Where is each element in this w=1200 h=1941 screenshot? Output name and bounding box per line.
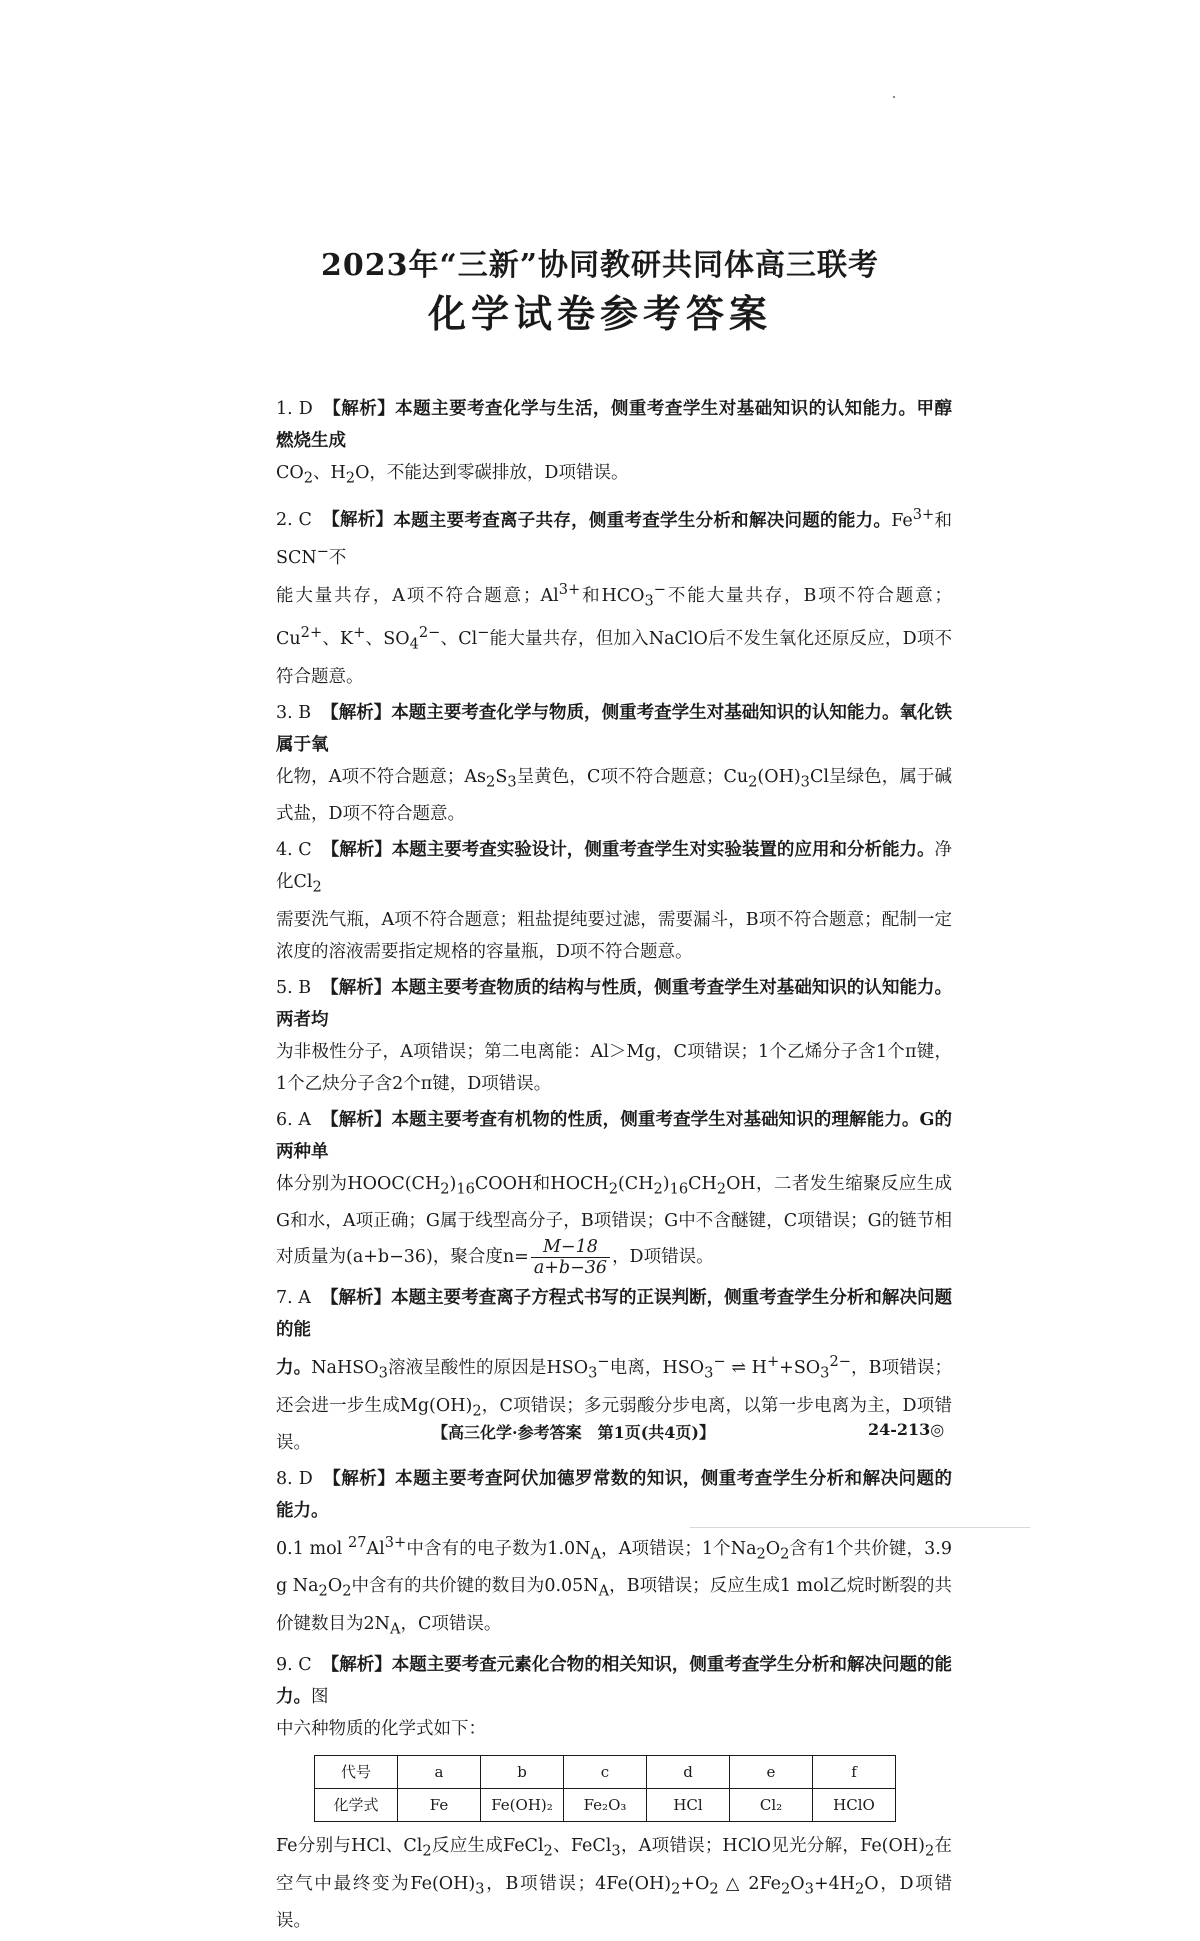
analysis-tag: 【解析】 — [321, 840, 392, 861]
superscript: 3+ — [558, 581, 581, 599]
answer-item — [276, 1463, 952, 1645]
fraction-numerator: M−18 — [531, 1237, 610, 1258]
text-run: 中含有的电子数为1.0N — [406, 1538, 591, 1559]
scan-line — [690, 1527, 1030, 1528]
text-run: 、K — [322, 629, 354, 650]
answer-first-line — [276, 972, 952, 1036]
subscript: A — [389, 1620, 401, 1638]
analysis-tag: 【解析】 — [321, 702, 392, 723]
answer-first-line — [276, 499, 952, 575]
text-run: ，C项错误；多元弱酸分步电离，以第一步电离为主，D项错误。 — [276, 1395, 952, 1454]
superscript: 3+ — [384, 1534, 407, 1552]
text-run: 呈黄色，C项不符合题意；Cu — [516, 766, 749, 787]
text-run: OH，二者发生缩聚反应生成G和水，A项正确；G属于线型高分子，B项错误；G中不含醚键，C项错误；G的链节相对质量为(a+b−36)，聚合度n= — [276, 1173, 953, 1268]
table-cell: a — [398, 1756, 481, 1789]
question-number: 6. A — [276, 1109, 311, 1130]
subscript: 16 — [669, 1180, 689, 1198]
text-run: 能大量共存，A项不符合题意；Al — [276, 585, 559, 606]
text-run: △ 2Fe — [718, 1873, 782, 1894]
scan-speck — [893, 96, 895, 98]
answer-item — [276, 972, 952, 1100]
text-run: Cl呈绿色，属于碱式盐，D项不符合题意。 — [276, 766, 952, 825]
text-run: 、SO — [365, 629, 410, 650]
subscript: 2 — [748, 773, 758, 791]
subscript: 2 — [440, 1180, 450, 1198]
fraction-denominator: a+b−36 — [533, 1258, 608, 1279]
superscript: 2+ — [300, 624, 323, 642]
superscript: 3+ — [912, 505, 935, 523]
table-cell: Fe — [398, 1789, 481, 1822]
answer-first-line — [276, 697, 952, 761]
text-run: Al — [366, 1538, 385, 1559]
text-run: 化物，A项不符合题意；As — [276, 766, 487, 787]
subscript: 2 — [608, 1180, 618, 1198]
subscript: 2 — [924, 1842, 935, 1860]
analysis-summary: 本题主要考查离子共存，侧重考查学生分析和解决问题的能力。 — [393, 510, 892, 531]
answer-list — [276, 393, 952, 1941]
text-run: (OH) — [757, 766, 801, 787]
text-run: +SO — [779, 1358, 821, 1379]
subscript: 2 — [422, 1842, 432, 1860]
analysis-summary: 本题主要考查有机物的性质，侧重考查学生对基础知识的理解能力。G的两种单 — [276, 1109, 952, 1162]
fraction — [531, 1237, 610, 1278]
analysis-tag: 【解析】 — [320, 1288, 392, 1309]
question-number: 3. B — [276, 702, 312, 723]
subscript: 16 — [456, 1180, 475, 1198]
subscript: 2 — [486, 773, 496, 791]
analysis-tag: 【解析】 — [321, 510, 394, 531]
superscript: − — [597, 1353, 610, 1371]
subscript: 3 — [588, 1364, 598, 1382]
text-run: O — [765, 1538, 781, 1559]
superscript: 2− — [829, 1353, 851, 1371]
superscript: − — [713, 1353, 726, 1371]
text-run: O，D项错误。 — [276, 1873, 952, 1932]
subscript: A — [590, 1545, 602, 1563]
answer-first-line — [276, 1104, 952, 1168]
table-cell: Fe(OH)₂ — [481, 1789, 564, 1822]
text-run: (CH — [617, 1173, 654, 1194]
answer-continuation — [276, 1036, 952, 1100]
superscript: − — [316, 543, 329, 561]
chemical-formula-table — [314, 1755, 896, 1822]
text-run: 含有1个共价键，3.9 g Na — [276, 1538, 952, 1597]
superscript: + — [766, 1353, 780, 1371]
text-run: 不能大量共存，B项不符合题意；Cu — [276, 585, 953, 650]
text-run: 、FeCl — [552, 1836, 612, 1857]
subscript: 2 — [716, 1180, 727, 1198]
answer-continuation — [276, 761, 952, 831]
text-run: 中六种物质的化学式如下： — [276, 1719, 486, 1740]
subscript: A — [598, 1582, 610, 1600]
footer-code: 24-213◎ — [868, 1420, 945, 1439]
text-run: O，不能达到零碳排放，D项错误。 — [355, 463, 629, 483]
subscript: 3 — [804, 1880, 814, 1898]
subscript: 2 — [709, 1880, 719, 1898]
table-cell: f — [813, 1756, 896, 1789]
answer-continuation — [276, 1713, 952, 1745]
text-run: 、Cl — [440, 629, 478, 650]
analysis-summary: 力。 — [276, 1358, 312, 1379]
table-cell: 代号 — [315, 1756, 398, 1789]
subscript: 2 — [303, 469, 314, 487]
text-run: ) — [662, 1173, 670, 1194]
text-run: 能大量共存，但加入NaClO后不发生氧化还原反应，D项不符合题意。 — [276, 629, 952, 687]
text-run: ⇌ H — [725, 1358, 767, 1379]
superscript: − — [653, 581, 667, 599]
subscript: 2 — [653, 1180, 663, 1198]
subscript: 2 — [756, 1545, 766, 1563]
subscript: 3 — [704, 1364, 714, 1382]
text-run: 和HCO — [580, 585, 645, 606]
subscript: 3 — [378, 1364, 388, 1382]
analysis-summary: 本题主要考查离子方程式书写的正误判断，侧重考查学生分析和解决问题的能 — [276, 1288, 953, 1341]
table-cell: Fe₂O₃ — [564, 1789, 647, 1822]
subscript: 2 — [671, 1880, 681, 1898]
text-run: CO — [276, 463, 304, 483]
table-cell: HCl — [647, 1789, 730, 1822]
text-run: CH — [688, 1173, 717, 1194]
superscript: + — [353, 624, 366, 642]
text-run: +4H — [813, 1873, 855, 1894]
answer-first-line — [276, 393, 952, 457]
table-cell: b — [481, 1756, 564, 1789]
subscript: 3 — [611, 1842, 621, 1860]
answer-continuation — [276, 574, 952, 693]
question-number: 9. C — [276, 1655, 312, 1676]
text-run: 为非极性分子，A项错误；第二电离能：Al＞Mg，C项错误；1个乙烯分子含1个π键，1个乙炔分子含2个π键，D项错误。 — [276, 1041, 952, 1094]
exam-title: 2023年“三新”协同教研共同体高三联考 — [320, 248, 879, 283]
text-run: 在空气中最终变为Fe(OH) — [276, 1836, 953, 1894]
superscript: 2− — [418, 624, 441, 642]
text-run: O — [790, 1873, 805, 1894]
answer-item — [276, 1104, 952, 1279]
answer-first-line — [276, 1649, 952, 1713]
analysis-summary: 本题主要考查物质的结构与性质，侧重考查学生对基础知识的认知能力。两者均 — [276, 977, 953, 1030]
text-run: Fe — [891, 510, 913, 531]
answer-continuation — [276, 904, 952, 968]
text-run: 、H — [313, 463, 346, 483]
analysis-summary: 本题主要考查元素化合物的相关知识，侧重考查学生分析和解决问题的能力。 — [276, 1655, 953, 1708]
question-number: 7. A — [276, 1288, 311, 1309]
text-run: NaHSO — [311, 1358, 379, 1379]
subscript: 3 — [475, 1880, 485, 1898]
text-run: 电离，HSO — [609, 1358, 705, 1379]
answer-first-line — [276, 834, 952, 904]
page-footer — [0, 1420, 1200, 1444]
text-run: ，B项错误；4Fe(OH) — [484, 1873, 672, 1894]
answer-item — [276, 393, 952, 495]
text-run: 中含有的共价键的数目为0.05N — [351, 1576, 599, 1597]
text-run: Fe分别与HCl、Cl — [276, 1836, 423, 1857]
subscript: 3 — [800, 773, 810, 791]
analysis-summary: 本题主要考查实验设计，侧重考查学生对实验装置的应用和分析能力。 — [391, 840, 935, 861]
text-run: ，B项错误；还会进一步生成Mg(OH) — [276, 1358, 952, 1416]
table-cell: 化学式 — [315, 1789, 398, 1822]
answer-key-title: 化学试卷参考答案 — [427, 291, 772, 336]
answer-continuation — [276, 1168, 952, 1279]
subscript: 2 — [781, 1880, 791, 1898]
footer-page-info: 【高三化学·参考答案 第1页(共4页)】 — [432, 1423, 715, 1442]
text-run: +O — [680, 1873, 710, 1894]
subscript: 3 — [507, 773, 517, 791]
table-cell: e — [730, 1756, 813, 1789]
answer-first-line — [276, 1282, 952, 1346]
text-run: ) — [449, 1173, 457, 1194]
question-number: 5. B — [276, 977, 312, 998]
answer-9-explanation — [276, 1830, 952, 1937]
subscript: 2 — [312, 878, 322, 896]
table-header-row — [315, 1756, 896, 1789]
subscript: 2 — [543, 1842, 553, 1860]
text-run: ，A项错误；HClO见光分解，Fe(OH) — [620, 1836, 925, 1857]
subscript: 3 — [820, 1364, 830, 1382]
analysis-summary: 本题主要考查化学与物质，侧重考查学生对基础知识的认知能力。氧化铁属于氧 — [276, 702, 953, 755]
text-run: ，B项错误；反应生成1 mol乙烷时断裂的共价键数目为2N — [276, 1576, 952, 1634]
question-number: 2. C — [276, 510, 312, 531]
text-run: 体分别为HOOC(CH — [276, 1173, 441, 1194]
text-run: S — [495, 766, 508, 787]
text-run: ，A项错误；1个Na — [601, 1538, 757, 1559]
table-cell: d — [647, 1756, 730, 1789]
analysis-tag: 【解析】 — [322, 1469, 396, 1490]
subscript: 4 — [409, 635, 419, 653]
analysis-summary: 本题主要考查阿伏加德罗常数的知识，侧重考查学生分析和解决问题的能力。 — [276, 1469, 953, 1522]
table-cell: HClO — [813, 1789, 896, 1822]
analysis-summary: 本题主要考查化学与生活，侧重考查学生对基础知识的认知能力。甲醇燃烧生成 — [276, 399, 953, 451]
text-run: 图 — [311, 1687, 329, 1708]
text-run: 反应生成FeCl — [431, 1836, 544, 1857]
subscript: 2 — [345, 469, 356, 487]
text-run: 溶液呈酸性的原因是HSO — [387, 1358, 589, 1379]
text-run: 净化Cl — [276, 840, 953, 893]
superscript: 27 — [347, 1534, 367, 1552]
answer-item — [276, 697, 952, 831]
subscript: 2 — [472, 1402, 482, 1420]
analysis-tag: 【解析】 — [321, 977, 392, 998]
superscript: − — [477, 624, 490, 642]
answer-item — [276, 834, 952, 968]
text-run: 和SCN — [276, 510, 953, 569]
text-run: ，D项错误。 — [612, 1247, 714, 1268]
answer-first-line — [276, 1463, 952, 1527]
subscript: 3 — [644, 592, 654, 610]
answer-item — [276, 1649, 952, 1745]
subscript: 2 — [780, 1545, 790, 1563]
analysis-tag: 【解析】 — [321, 1655, 392, 1676]
answer-continuation — [276, 457, 952, 495]
subscript: 2 — [318, 1582, 328, 1600]
analysis-tag: 【解析】 — [322, 399, 396, 419]
question-number: 1. D — [276, 399, 313, 419]
text-run: O — [327, 1576, 343, 1597]
text-run: COOH和HOCH — [474, 1173, 609, 1194]
text-run: ，C项错误。 — [400, 1613, 502, 1634]
subscript: 2 — [342, 1582, 352, 1600]
table-cell: c — [564, 1756, 647, 1789]
question-number: 4. C — [276, 840, 312, 861]
question-number: 8. D — [276, 1469, 313, 1490]
text-run: 0.1 mol — [276, 1538, 348, 1559]
table-cell: Cl₂ — [730, 1789, 813, 1822]
answer-item — [276, 499, 952, 693]
table-row — [315, 1789, 896, 1822]
text-run: 不 — [328, 548, 347, 569]
text-run: 需要洗气瓶，A项不符合题意；粗盐提纯要过滤，需要漏斗，B项不符合题意；配制一定浓度的溶液需要指定规格的容量瓶，D项不符合题意。 — [276, 909, 952, 962]
analysis-tag: 【解析】 — [321, 1109, 392, 1130]
subscript: 2 — [855, 1880, 865, 1898]
answer-continuation — [276, 1527, 952, 1645]
